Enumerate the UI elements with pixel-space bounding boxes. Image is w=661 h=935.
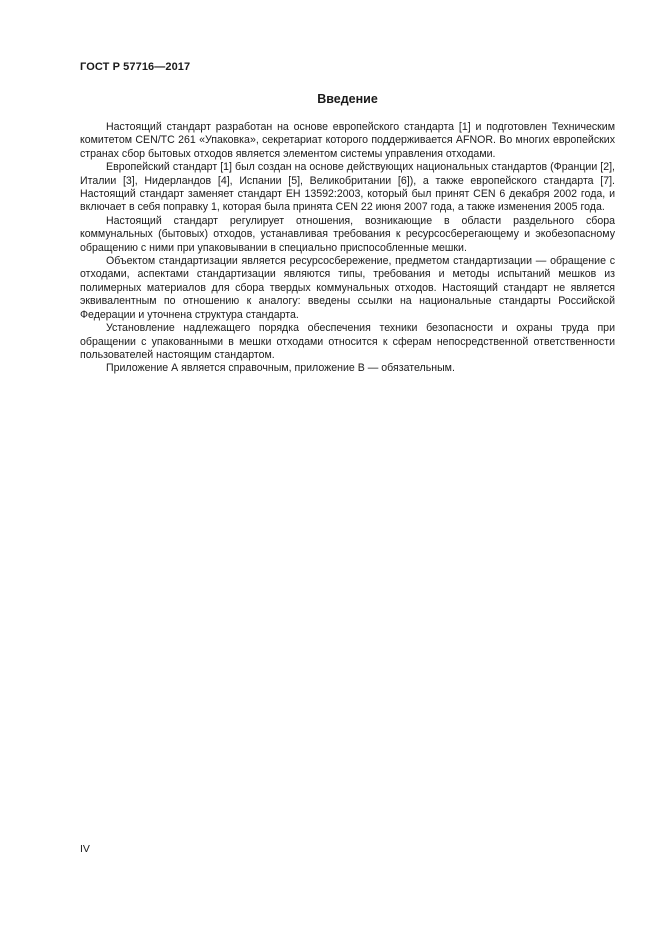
paragraph: Приложение А является справочным, приложение В — обязательным. bbox=[106, 362, 455, 375]
page-number: IV bbox=[80, 843, 90, 855]
document-header: ГОСТ Р 57716—2017 bbox=[80, 61, 191, 73]
section-title: Введение bbox=[317, 92, 378, 106]
paragraph: Установление надлежащего порядка обеспечения техники безопасности и охраны труда при обращении с упакованными в мешки отходами относится к сферам непосредственной ответственности пользователей настоящим стандартом. bbox=[80, 322, 615, 361]
paragraph: Европейский стандарт [1] был создан на основе действующих национальных стандартов (Франции [2], Италии [3], Нидерландов [4], Испании [5], Великобритании [6]), а также европейского стандарта [7]. Настоящий стандарт заменяет стандарт ЕН 13592:2003, который был принят CEN 6 декабря 2002 года, и включает в себя поправку 1, которая была принята CEN 22 июня 2007 года, а также изменения 2005 года. bbox=[80, 161, 615, 214]
paragraph: Настоящий стандарт регулирует отношения, возникающие в области раздельного сбора коммунальных (бытовых) отходов, устанавливая требования к ресурсосберегающему и экобезопасному обращению с ними при упаковывании в специально приспособленные мешки. bbox=[80, 214, 615, 254]
paragraph: Настоящий стандарт разработан на основе европейского стандарта [1] и подготовлен Техническим комитетом CEN/TC 261 «Упаковка», секретариат которого поддерживается AFNOR. Во многих европейских странах сбор бытовых отходов является элементом системы управления отходами. bbox=[80, 121, 615, 160]
body-text bbox=[80, 121, 615, 376]
paragraph: Объектом стандартизации является ресурсосбережение, предметом стандартизации — обращение с отходами, аспектами стандартизации являются типы, требования и методы испытаний мешков из полимерных материалов для сбора твердых коммунальных отходов. Настоящий стандарт не является эквивалентным по отношению к аналогу: введены ссылки на национальные стандарты Российской Федерации и уточнена структура стандарта. bbox=[80, 255, 615, 321]
